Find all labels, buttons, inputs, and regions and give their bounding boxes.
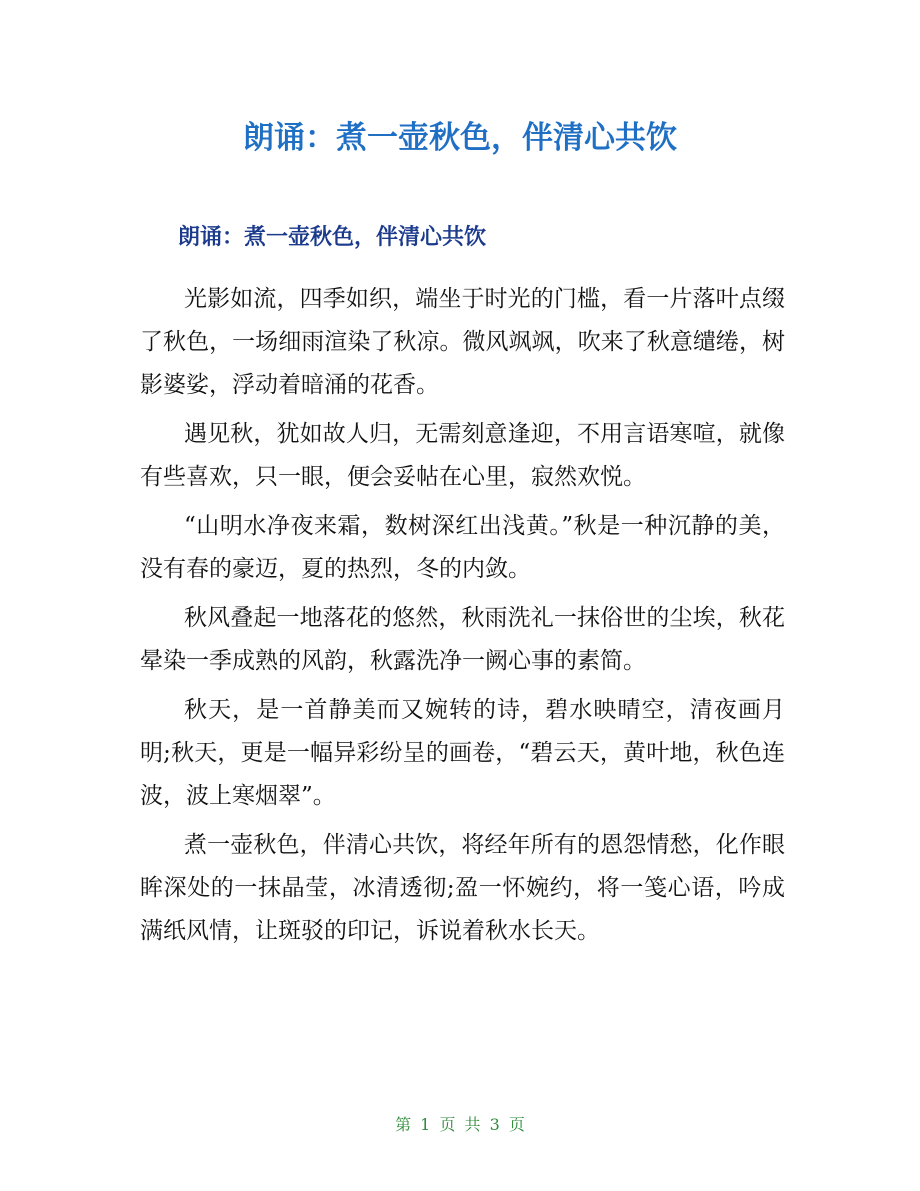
body-paragraph-5: 秋天，是一首静美而又婉转的诗，碧水映晴空，清夜画月明;秋天，更是一幅异彩纷呈的画卷，“碧云天，黄叶地，秋色连波，波上寒烟翠”。 [140,697,785,809]
document-title: 朗诵：煮一壶秋色，伴清心共饮 [243,120,677,156]
body-paragraph-6: 煮一壶秋色，伴清心共饮，将经年所有的恩怨情愁，化作眼眸深处的一抹晶莹，冰清透彻;盈一怀婉约，将一笺心语，吟成满纸风情，让斑驳的印记，诉说着秋水长天。 [140,832,785,944]
body-paragraph-3: “山明水净夜来霜，数树深红出浅黄。”秋是一种沉静的美，没有春的豪迈，夏的热烈，冬的内敛。 [140,513,785,582]
document-subtitle: 朗诵：煮一壶秋色，伴清心共饮 [178,225,487,250]
body-paragraph-1: 光影如流，四季如织，端坐于时光的门槛，看一片落叶点缀了秋色，一场细雨渲染了秋凉。微风飒飒，吹来了秋意缱绻，树影婆娑，浮动着暗涌的花香。 [140,286,785,398]
document-body [140,278,785,959]
page-number-footer: 第 1 页 共 3 页 [395,1115,525,1134]
body-paragraph-2: 遇见秋，犹如故人归，无需刻意逢迎，不用言语寒喧，就像有些喜欢，只一眼，便会妥帖在心里，寂然欢悦。 [140,421,785,490]
body-paragraph-4: 秋风叠起一地落花的悠然，秋雨洗礼一抹俗世的尘埃，秋花晕染一季成熟的风韵，秋露洗净一阙心事的素简。 [140,605,785,674]
